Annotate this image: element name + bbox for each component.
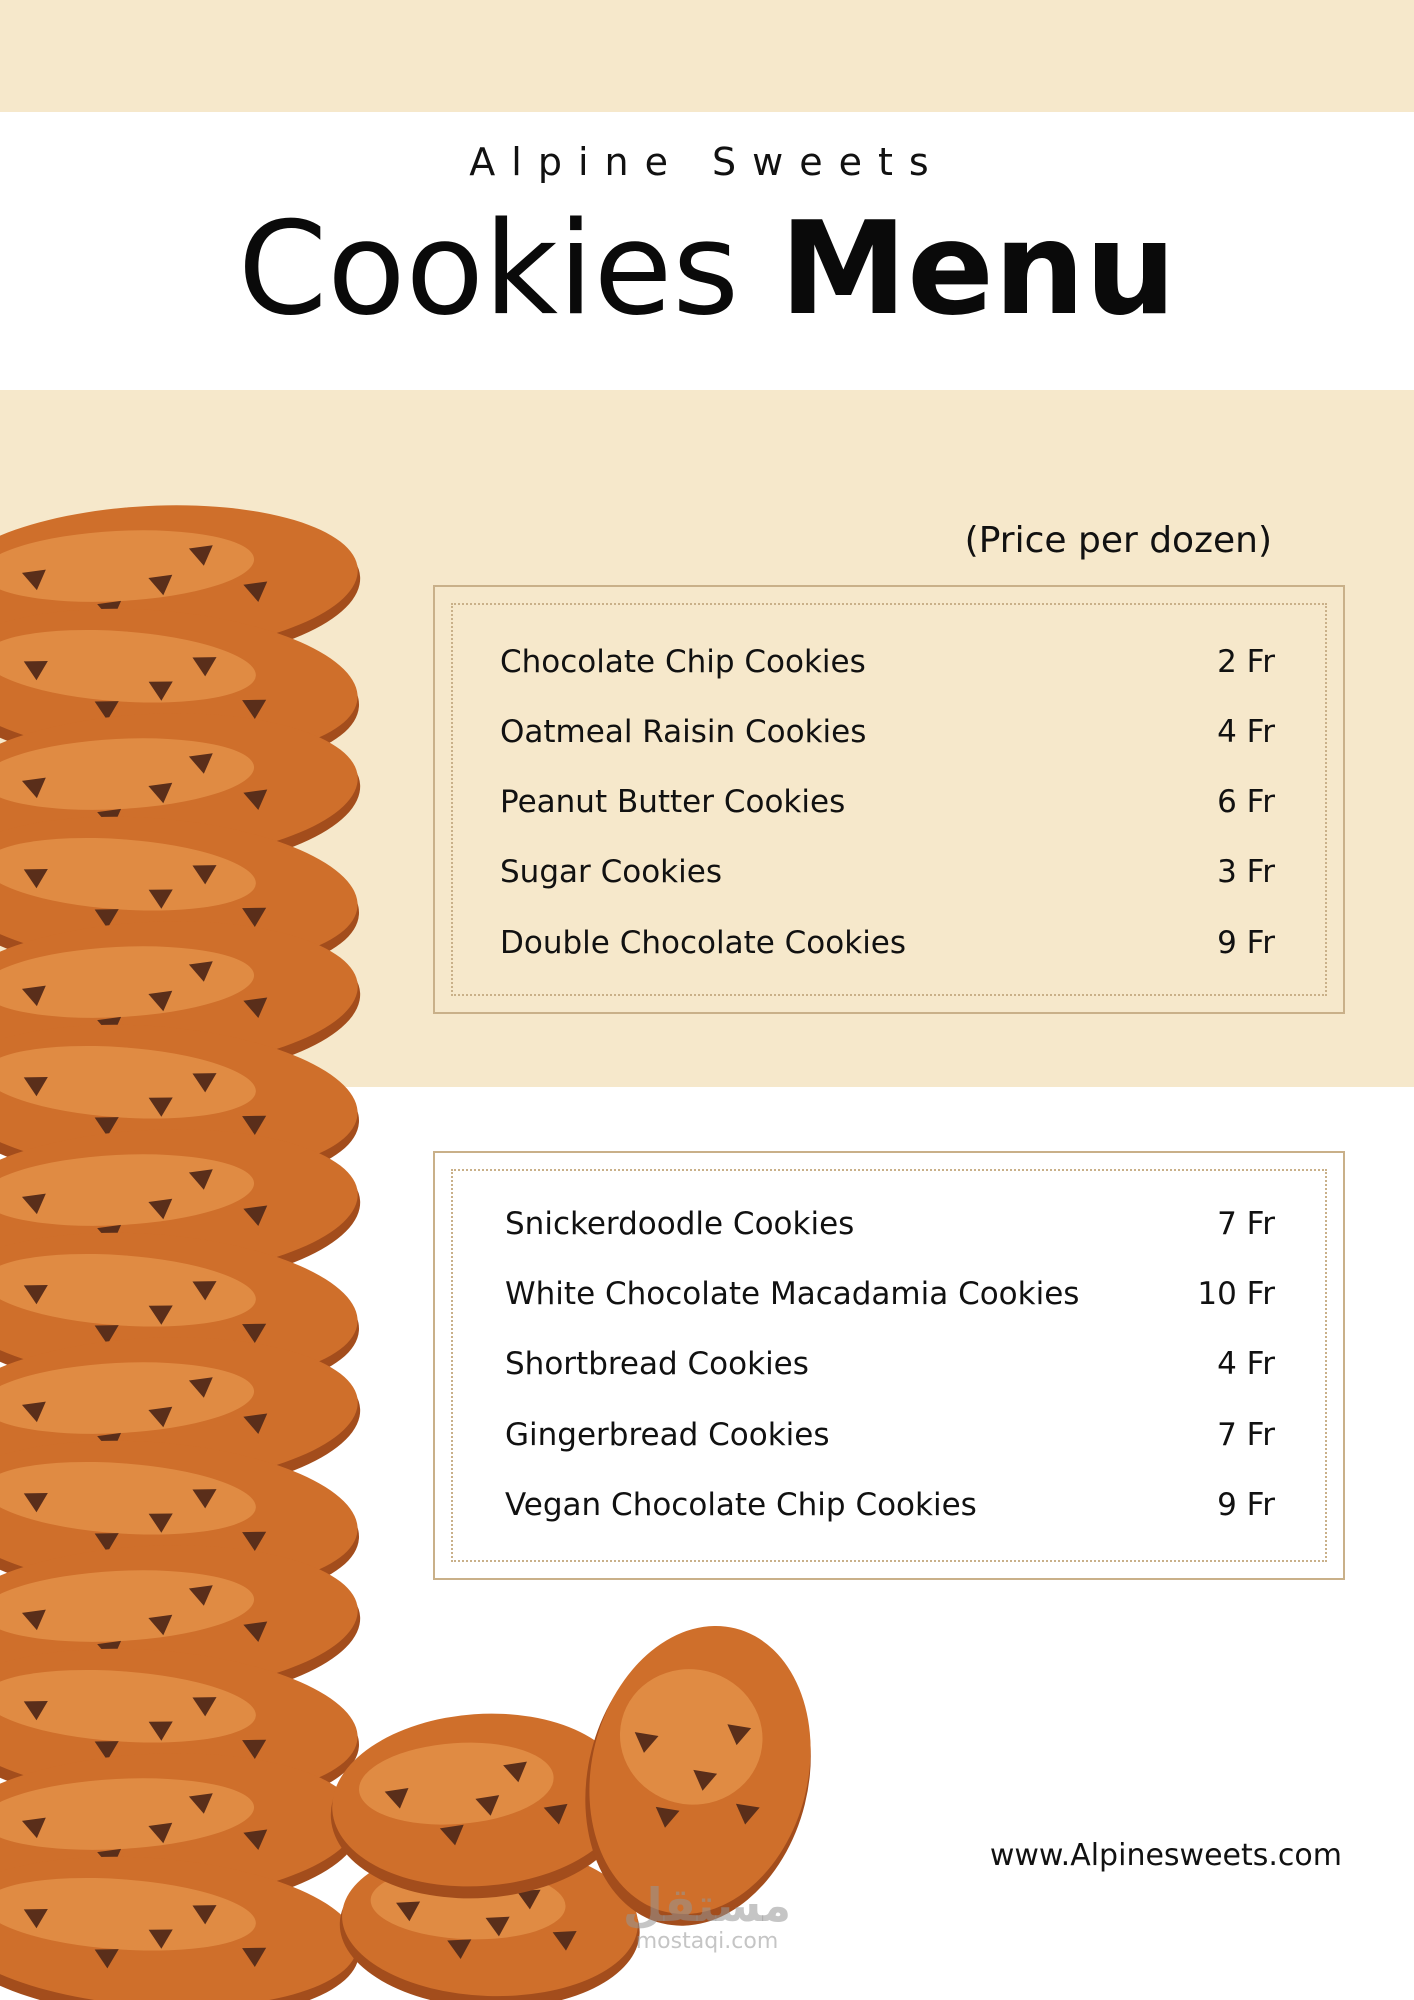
menu-item-price: 2 Fr xyxy=(1217,644,1275,680)
top-cream-band xyxy=(0,0,1414,112)
menu-item-name: Chocolate Chip Cookies xyxy=(500,644,866,680)
title-bold-word: Menu xyxy=(779,195,1177,344)
brand-name: Alpine Sweets xyxy=(469,140,945,184)
menu-item-price: 4 Fr xyxy=(1217,714,1275,750)
menu-item-name: Oatmeal Raisin Cookies xyxy=(500,714,867,750)
menu-item-name: Peanut Butter Cookies xyxy=(500,784,846,820)
page-title xyxy=(0,195,1414,345)
menu-item-name: Sugar Cookies xyxy=(500,854,722,890)
menu-item-name: Double Chocolate Cookies xyxy=(500,925,907,961)
menu-item-price: 7 Fr xyxy=(1217,1206,1275,1242)
menu-item-price: 6 Fr xyxy=(1217,784,1275,820)
menu-item-name: Shortbread Cookies xyxy=(505,1346,809,1382)
cookie-stack-illustration xyxy=(0,480,380,2000)
menu-item-price: 3 Fr xyxy=(1217,854,1275,890)
title-light-word: Cookies xyxy=(237,195,739,344)
menu-item-price: 9 Fr xyxy=(1217,1487,1275,1523)
watermark xyxy=(612,1880,802,1954)
watermark-arabic: مستقل xyxy=(622,1878,792,1932)
menu-item-price: 7 Fr xyxy=(1217,1417,1275,1453)
menu-box-1 xyxy=(433,585,1345,1014)
menu-item-name: Snickerdoodle Cookies xyxy=(505,1206,855,1242)
menu-box-2 xyxy=(433,1151,1345,1580)
menu-item-price: 10 Fr xyxy=(1197,1276,1275,1312)
menu-item-name: Vegan Chocolate Chip Cookies xyxy=(505,1487,977,1523)
price-note: (Price per dozen) xyxy=(964,520,1272,561)
menu-item-price: 4 Fr xyxy=(1217,1346,1275,1382)
menu-item-name: Gingerbread Cookies xyxy=(505,1417,830,1453)
website-url[interactable]: www.Alpinesweets.com xyxy=(989,1838,1342,1873)
menu-item-price: 9 Fr xyxy=(1217,925,1275,961)
menu-item-name: White Chocolate Macadamia Cookies xyxy=(505,1276,1080,1312)
watermark-latin: mostaqi.com xyxy=(635,1929,779,1954)
